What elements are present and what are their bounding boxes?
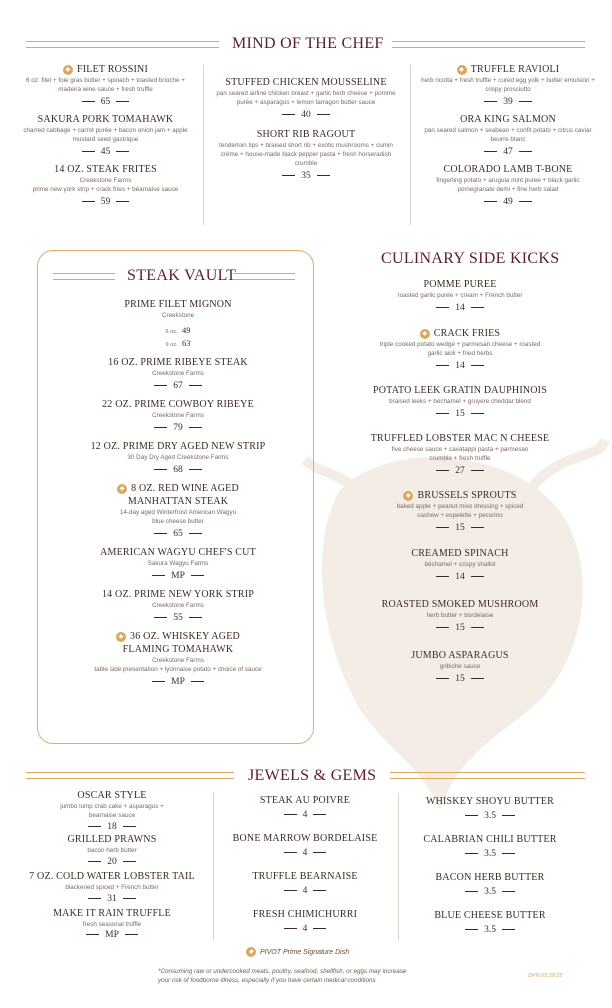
mind-col-2 (215, 76, 397, 181)
menu-item (22, 833, 202, 867)
menu-item (47, 546, 309, 581)
item-desc: Creekstone Farms table side presentation + lyonnaise potato + choice of sauce (94, 657, 262, 673)
item-desc: jumbo lump crab cake + asparagus + bearnaise sauce (60, 803, 164, 819)
menu-item (47, 356, 309, 391)
jewels-col-2 (225, 794, 385, 934)
legend-text: PIVOT Prime Signature Dish (260, 949, 350, 956)
menu-item (418, 163, 598, 207)
column-divider (410, 65, 411, 225)
item-price: 18 (22, 822, 202, 832)
health-disclaimer: *Consuming raw or undercooked meats, poultry, seafood, shellfish, or eggs may increase your risk of foodborne illness, especially if you have certain medical conditions (158, 968, 407, 984)
item-name: JUMBO ASPARAGUS (411, 650, 509, 661)
item-name: SHORT RIB RAGOUT (256, 129, 356, 140)
item-name: STEAK AU POIVRE (259, 795, 351, 806)
item-name: ROASTED SMOKED MUSHROOM (381, 599, 539, 610)
pivot-logo-icon: ◆ (117, 484, 127, 494)
pivot-logo-icon: ◆ (63, 65, 73, 75)
menu-item (225, 908, 385, 934)
item-name: 8 OZ. RED WINE AGED MANHATTAN STEAK (127, 483, 239, 507)
item-price: 3.5 (405, 811, 575, 821)
item-name: PRIME FILET MIGNON (124, 299, 232, 310)
item-name: CREAMED SPINACH (411, 548, 509, 559)
item-name: OSCAR STYLE (77, 790, 147, 801)
menu-item (360, 547, 560, 582)
jewels-col-3 (405, 795, 575, 935)
mind-col-1 (18, 63, 193, 207)
menu-version-code: DPN 05.28.25 (528, 973, 563, 979)
jewels-col-1 (22, 789, 202, 940)
pivot-logo-icon: ◆ (420, 329, 430, 339)
menu-item (360, 432, 560, 476)
item-desc: triple cooked potato wedge + parmesan cheese + roasted garlic aioli + fried herbs (379, 341, 541, 357)
menu-item (418, 63, 598, 107)
item-name: FILET ROSSINI (76, 64, 149, 75)
item-name: WHISKEY SHOYU BUTTER (425, 796, 555, 807)
item-price: 20 (22, 857, 202, 867)
item-name: 22 OZ. PRIME COWBOY RIBEYE (102, 399, 254, 410)
item-desc: five cheese sauce + cavatappi pasta + parmesan crumble + fresh truffle (391, 446, 529, 462)
item-price: 65 (47, 529, 309, 539)
menu-item (418, 113, 598, 157)
steak-vault-title: STEAK VAULT (127, 267, 237, 284)
steak-vault-list (47, 298, 309, 687)
item-price: 39 (418, 97, 598, 107)
item-desc: roasted garlic purée + cream + French butter (397, 292, 523, 299)
menu-item (47, 588, 309, 623)
item-desc: braised leeks + béchamel + gruyere cheddar blend (389, 398, 531, 405)
divider-line (392, 41, 585, 48)
menu-item (405, 871, 575, 897)
item-price: 27 (360, 466, 560, 476)
item-price: 3.5 (405, 849, 575, 859)
menu-item (360, 489, 560, 533)
menu-item (360, 278, 560, 313)
item-name: MAKE IT RAIN TRUFFLE (53, 908, 171, 919)
menu-item (18, 113, 193, 157)
item-desc: 14-day aged Winterfrost American Wagyu blue cheese butter (119, 509, 237, 525)
item-price: 68 (47, 465, 309, 475)
menu-item (47, 440, 309, 475)
item-price: 49 (418, 197, 598, 207)
item-desc: 6 oz. filet + foie gras butter + spinach + toasted brioche + madeira wine sauce + fresh truffle (26, 77, 185, 93)
item-price: 31 (22, 894, 202, 904)
item-name: POMME PUREE (423, 279, 497, 290)
pivot-logo-icon: ◆ (246, 947, 256, 957)
item-price: 15 (360, 674, 560, 684)
item-name: FRESH CHIMICHURRI (252, 909, 358, 920)
menu-item (215, 76, 397, 120)
item-name: GRILLED PRAWNS (67, 834, 157, 845)
item-name: BONE MARROW BORDELAISE (232, 833, 378, 844)
menu-item (22, 907, 202, 940)
pivot-logo-icon: ◆ (403, 491, 413, 501)
item-price-options: 6 oz. 49 9 oz. 63 (165, 325, 191, 348)
menu-item (360, 384, 560, 419)
menu-item (405, 833, 575, 859)
sides-list (360, 278, 560, 684)
item-name: 14 OZ. STEAK FRITES (54, 164, 157, 175)
item-name: BRUSSELS SPROUTS (417, 490, 517, 501)
item-desc: herb butter + bordelaise (426, 612, 494, 619)
culinary-side-kicks-title: CULINARY SIDE KICKS (381, 250, 560, 267)
item-price: 14 (360, 303, 560, 313)
item-desc: tenderloin tips + braised short rib + exotic mushrooms + cumin crème + house-made black pepper pasta + fresh horseradish crumble (219, 142, 393, 167)
item-price: 14 (360, 572, 560, 582)
item-desc: pan seared salmon + seabean + confit potato + citrus caviar beurre blanc (424, 127, 592, 143)
item-desc: pan seared airline chicken breast + garlic herb cheese + pomme purée + asparagus + lemon tarragon butter sauce (216, 90, 396, 106)
column-divider (203, 65, 204, 225)
item-desc: Creekstone Farms (152, 370, 204, 377)
item-name: STUFFED CHICKEN MOUSSELINE (225, 77, 387, 88)
menu-item (360, 327, 560, 371)
menu-item (47, 630, 309, 687)
item-desc: fresh seasonal truffle (82, 921, 142, 928)
item-desc: Creekstone (161, 312, 195, 319)
item-price: 67 (47, 381, 309, 391)
item-price: 4 (225, 886, 385, 896)
signature-legend (246, 947, 349, 957)
item-price: 15 (360, 409, 560, 419)
item-name: SAKURA PORK TOMAHAWK (37, 114, 174, 125)
item-name: AMERICAN WAGYU CHEF'S CUT (100, 547, 256, 558)
item-price: 59 (18, 197, 193, 207)
item-desc: Creekstone Farms (152, 412, 204, 419)
item-desc: Creekstone Farms prime new york strip + crack fries + béarnaise sauce (32, 177, 179, 193)
mind-of-the-chef-title: MIND OF THE CHEF (232, 35, 384, 52)
column-divider (213, 793, 214, 940)
item-desc: bacon herb butter (87, 847, 137, 854)
item-price: 15 (360, 523, 560, 533)
item-name: CRACK FRIES (433, 328, 501, 339)
item-desc: 30 Day Dry Aged Creekstone Farms (127, 454, 229, 461)
item-price: MP (47, 677, 309, 687)
menu-item (215, 128, 397, 181)
item-price: 35 (215, 171, 397, 181)
item-desc: fingerling potato + arugula mint puree + black garlic pomegranate demi + fine herb salad (436, 177, 580, 193)
item-price: 45 (18, 147, 193, 157)
divider-line (26, 41, 219, 48)
item-desc: Creekstone Farms (152, 602, 204, 609)
item-desc: béchamel + crispy shallot (424, 561, 496, 568)
item-name: BACON HERB BUTTER (435, 872, 545, 883)
item-price: 15 (360, 623, 560, 633)
item-name: BLUE CHEESE BUTTER (434, 910, 546, 921)
column-divider (398, 793, 399, 940)
menu-item (47, 398, 309, 433)
item-desc: charred cabbage + carrot purée + bacon onion jam + apple mustard seed gastrique (23, 127, 188, 143)
item-price: 55 (47, 613, 309, 623)
menu-item (18, 63, 193, 107)
divider-line (390, 772, 585, 779)
item-name: POTATO LEEK GRATIN DAUPHINOIS (373, 385, 547, 396)
pivot-logo-icon: ◆ (116, 632, 126, 642)
mind-col-3 (418, 63, 598, 207)
item-name: ORA KING SALMON (460, 114, 556, 125)
item-name: 14 OZ. PRIME NEW YORK STRIP (101, 589, 255, 600)
item-name: 36 OZ. WHISKEY AGED FLAMING TOMAHAWK (122, 631, 240, 655)
item-desc: herb ricotta + fresh truffle + cured egg yolk + butter emulsion + crispy prosciutto (421, 77, 595, 93)
menu-item (225, 794, 385, 820)
item-price: 3.5 (405, 925, 575, 935)
item-desc: blackened spiced + French butter (65, 884, 159, 891)
item-desc: gribiche sauce (439, 663, 481, 670)
item-price: 14 (360, 361, 560, 371)
menu-item (22, 789, 202, 832)
item-name: TRUFFLE RAVIOLI (470, 64, 560, 75)
item-price: 40 (215, 110, 397, 120)
menu-item (225, 870, 385, 896)
item-price: MP (22, 930, 202, 940)
item-name: TRUFFLED LOBSTER MAC N CHEESE (370, 433, 550, 444)
menu-item (47, 482, 309, 539)
menu-item (225, 832, 385, 858)
divider-line (53, 273, 115, 280)
item-price: 3.5 (405, 887, 575, 897)
item-name: TRUFFLE BEARNAISE (252, 871, 358, 882)
item-price: 4 (225, 810, 385, 820)
item-price: MP (47, 571, 309, 581)
menu-item (18, 163, 193, 207)
menu-item (47, 298, 309, 350)
menu-item (360, 649, 560, 684)
item-price: 4 (225, 848, 385, 858)
item-name: COLORADO LAMB T-BONE (443, 164, 573, 175)
jewels-and-gems-title: JEWELS & GEMS (248, 767, 377, 784)
item-price: 79 (47, 423, 309, 433)
item-desc: baked apple + peanut miso dressing + spiced cashew + espelette + pecorino (396, 503, 524, 519)
item-name: 12 OZ. PRIME DRY AGED NEW STRIP (90, 441, 266, 452)
menu-item (405, 909, 575, 935)
item-name: 16 OZ. PRIME RIBEYE STEAK (108, 357, 248, 368)
pivot-logo-icon: ◆ (457, 65, 467, 75)
item-price: 47 (418, 147, 598, 157)
menu-item (22, 870, 202, 904)
item-name: 7 OZ. COLD WATER LOBSTER TAIL (29, 871, 195, 882)
item-name: CALABRIAN CHILI BUTTER (423, 834, 557, 845)
item-desc: Sakura Wagyu Farms (147, 560, 209, 567)
divider-line (233, 273, 295, 280)
menu-item (360, 598, 560, 633)
item-price: 65 (18, 97, 193, 107)
divider-line (26, 772, 234, 779)
item-price: 4 (225, 924, 385, 934)
menu-item (405, 795, 575, 821)
